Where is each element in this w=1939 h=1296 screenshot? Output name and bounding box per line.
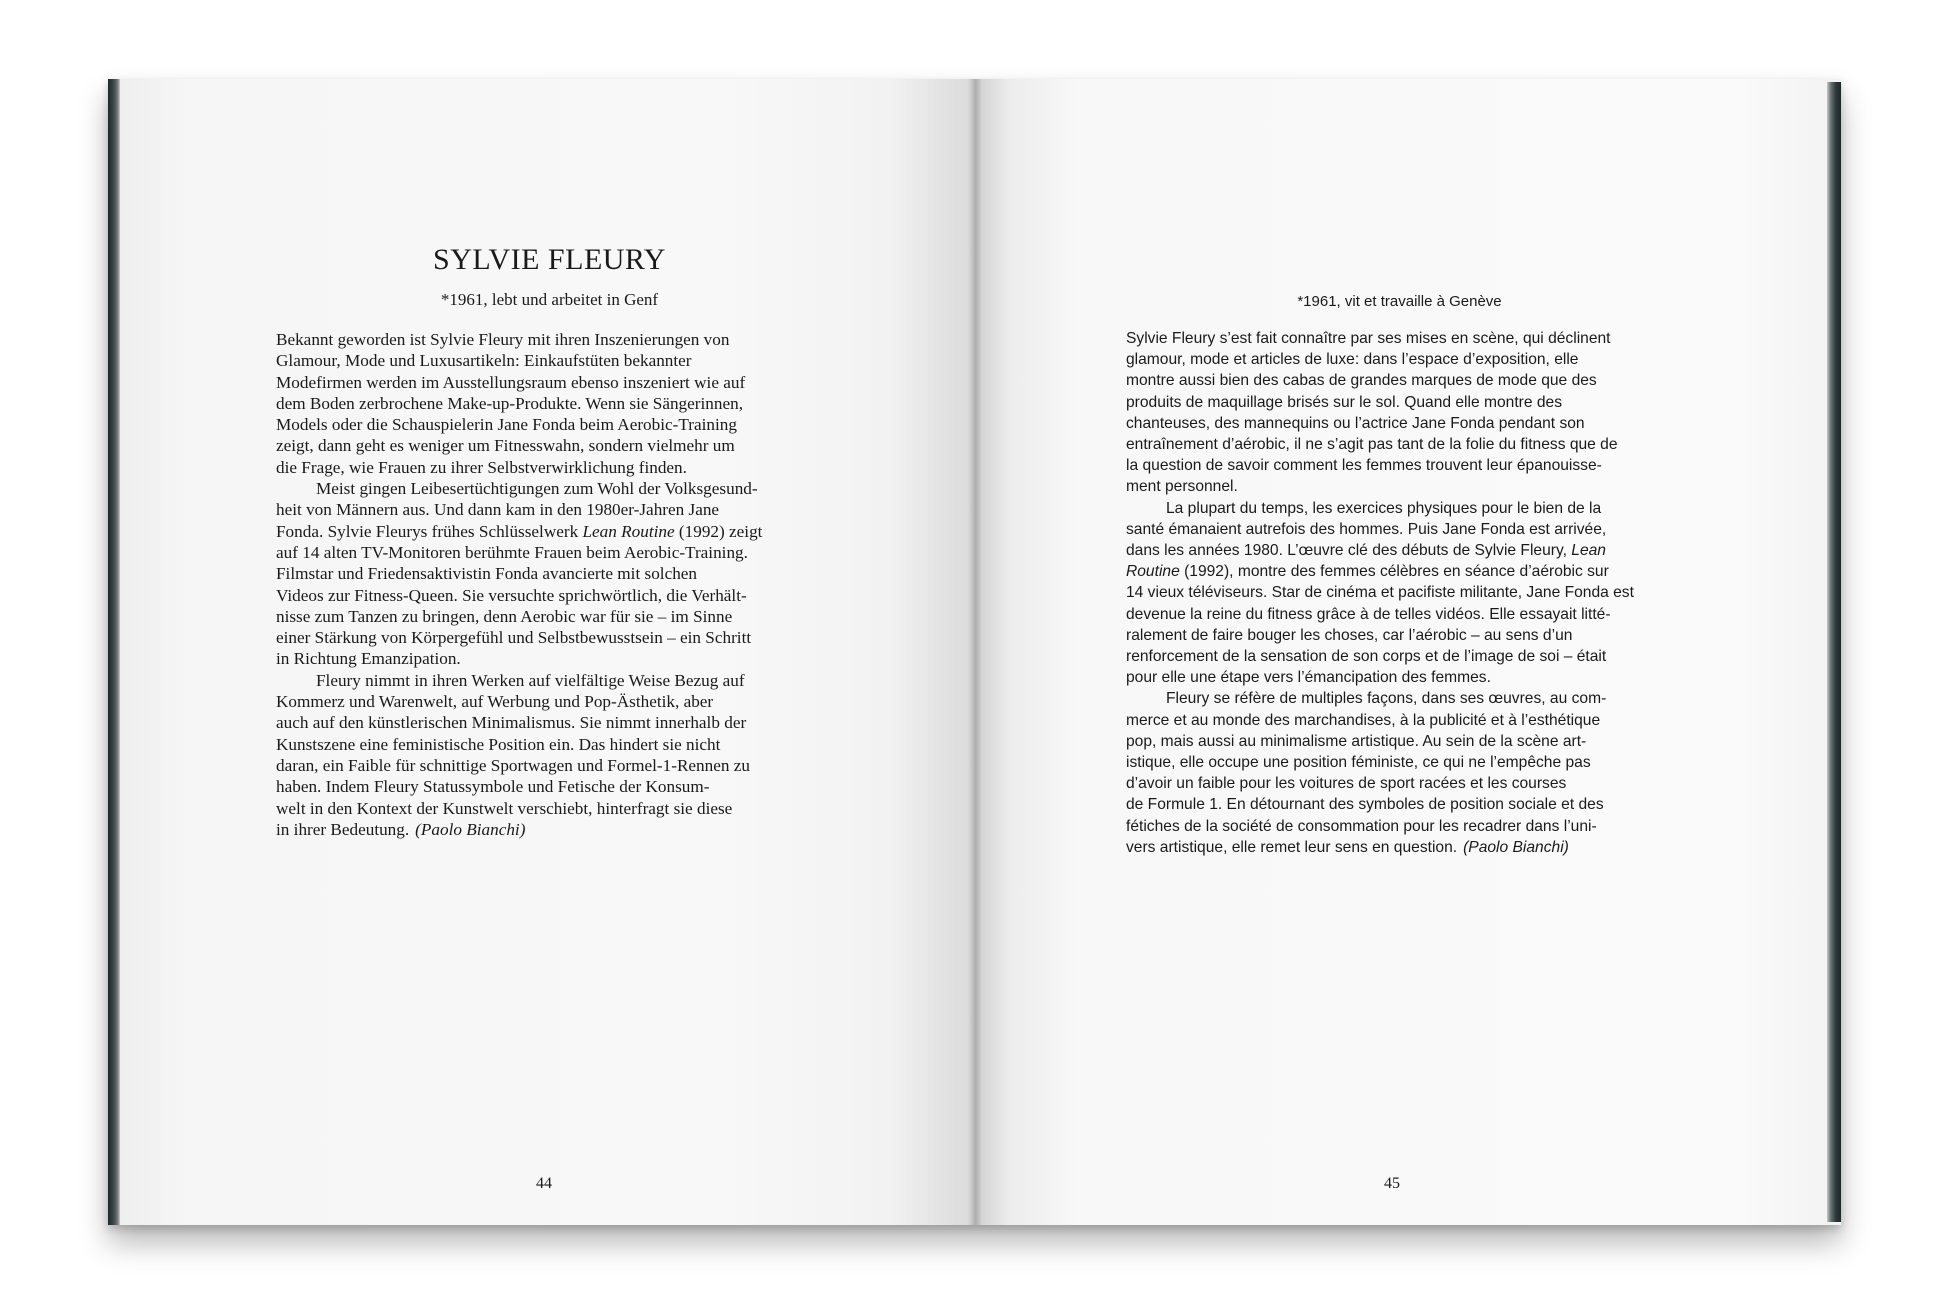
- paragraph: Fleury nimmt in ihren Werken auf vielfältige Weise Bezug auf Kommerz und Warenwelt, auf Werbung und Pop-Ästhetik, aber auch auf den künstlerischen Minimalismus. Sie nimmt innerhalb der Kunstszene eine feministische Position ein. Das hindert sie nicht daran, ein Faible für schnittige Sportwagen und Formel-1-Rennen zu haben. Indem Fleury Statussymbole und Fetische der Konsum- welt in den Kontext der Kunstwelt verschiebt, hinterfragt sie diese in ihrer Bedeutung. (Paolo Bianchi): [276, 670, 750, 839]
- body-text-french: [1126, 328, 1668, 858]
- page-number-right: 45: [1384, 1175, 1400, 1192]
- paragraph: Fleury se réfère de multiples façons, dans ses œuvres, au com- merce et au monde des marchandises, à la publicité et à l’esthétique pop, mais aussi au minimalisme artistique. Au sein de la scène art- istique, elle occupe une position féministe, ce qui ne l’empêche pas d’avoir un faible pour les voitures de sport racées et les courses de Formule 1. En détournant des symboles de position sociale et des fétiches de la société de consommation pour les recadrer dans l’uni- vers artistique, elle remet leur sens en question. (Paolo Bianchi): [1126, 690, 1607, 856]
- page-number-left: 44: [536, 1175, 552, 1192]
- artwork-title: Lean: [1571, 542, 1606, 560]
- author-credit: (Paolo Bianchi): [1463, 838, 1569, 856]
- paragraph: La plupart du temps, les exercices physiques pour le bien de la santé émanaient autrefois des hommes. Puis Jane Fonda est arrivée, dans les années 1980. L’œuvre clé des débuts de Sylvie Fleury, Lean Routine (1992), montre des femmes célèbres en séance d’aérobic sur 14 vieux téléviseurs. Star de cinéma et pacifiste militante, Jane Fonda est devenue la reine du fitness grâce à de telles vidéos. Elle essayait litté- ralement de faire bouger les choses, car l’aérobic – au sens d’un renforcement de la sensation de son corps et de l’image de soi – était pour elle une étape vers l’émancipation des femmes.: [1126, 499, 1634, 687]
- paragraph: Meist gingen Leibesertüchtigungen zum Wohl der Volksgesund- heit von Männern aus. Und dann kam in den 1980er-Jahren Jane Fonda. Sylvie Fleurys frühes Schlüsselwerk Lean Routine (1992) zeigt auf 14 alten TV-Monitoren berühmte Frauen beim Aerobic-Training. Filmstar und Friedensaktivistin Fonda avancierte mit solchen Videos zur Fitness-Queen. Sie versuchte sprichwörtlich, die Verhält- nisse zum Tanzen zu bringen, denn Aerobic war für sie – im Sinne einer Stärkung von Körpergefühl und Selbstbewusstsein – ein Schritt in Richtung Emanzipation.: [276, 479, 763, 669]
- paragraph: Bekannt geworden ist Sylvie Fleury mit ihren Inszenierungen von Glamour, Mode und Luxusartikeln: Einkaufstüten bekannter Modefirmen werden im Ausstellungsraum ebenso inszeniert wie auf dem Boden zerbrochene Make-up-Produkte. Wenn sie Sängerinnen, Models oder die Schauspielerin Jane Fonda beim Aerobic-Training zeigt, dann geht es weniger um Fitnesswahn, sondern vielmehr um die Frage, wie Frauen zu ihrer Selbstverwirklichung finden.: [276, 330, 746, 477]
- right-book-edge: [1827, 82, 1841, 1222]
- paragraph: Sylvie Fleury s’est fait connaître par ses mises en scène, qui déclinent glamour, mode et articles de luxe: dans l’espace d’exposition, elle montre aussi bien des cabas de grandes marques de mode que des produits de maquillage brisés sur le sol. Quand elle montre des chanteuses, des mannequins ou l’actrice Jane Fonda pendant son entraînement d’aérobic, il ne s’agit pas tant de la folie du fitness que de la question de savoir comment les femmes trouvent leur épanouisse- ment personnel.: [1126, 330, 1618, 496]
- body-text-german: [276, 329, 818, 840]
- left-book-edge: [108, 79, 120, 1225]
- page-title: SYLVIE FLEURY: [433, 243, 666, 276]
- author-credit: (Paolo Bianchi): [415, 819, 526, 839]
- subtitle-german: *1961, lebt und arbeitet in Genf: [440, 290, 659, 309]
- artwork-title: Routine: [1126, 563, 1180, 581]
- subtitle-french: *1961, vit et travaille à Genève: [1297, 293, 1502, 310]
- book-gutter: [968, 79, 982, 1225]
- artwork-title: Lean Routine: [582, 521, 675, 541]
